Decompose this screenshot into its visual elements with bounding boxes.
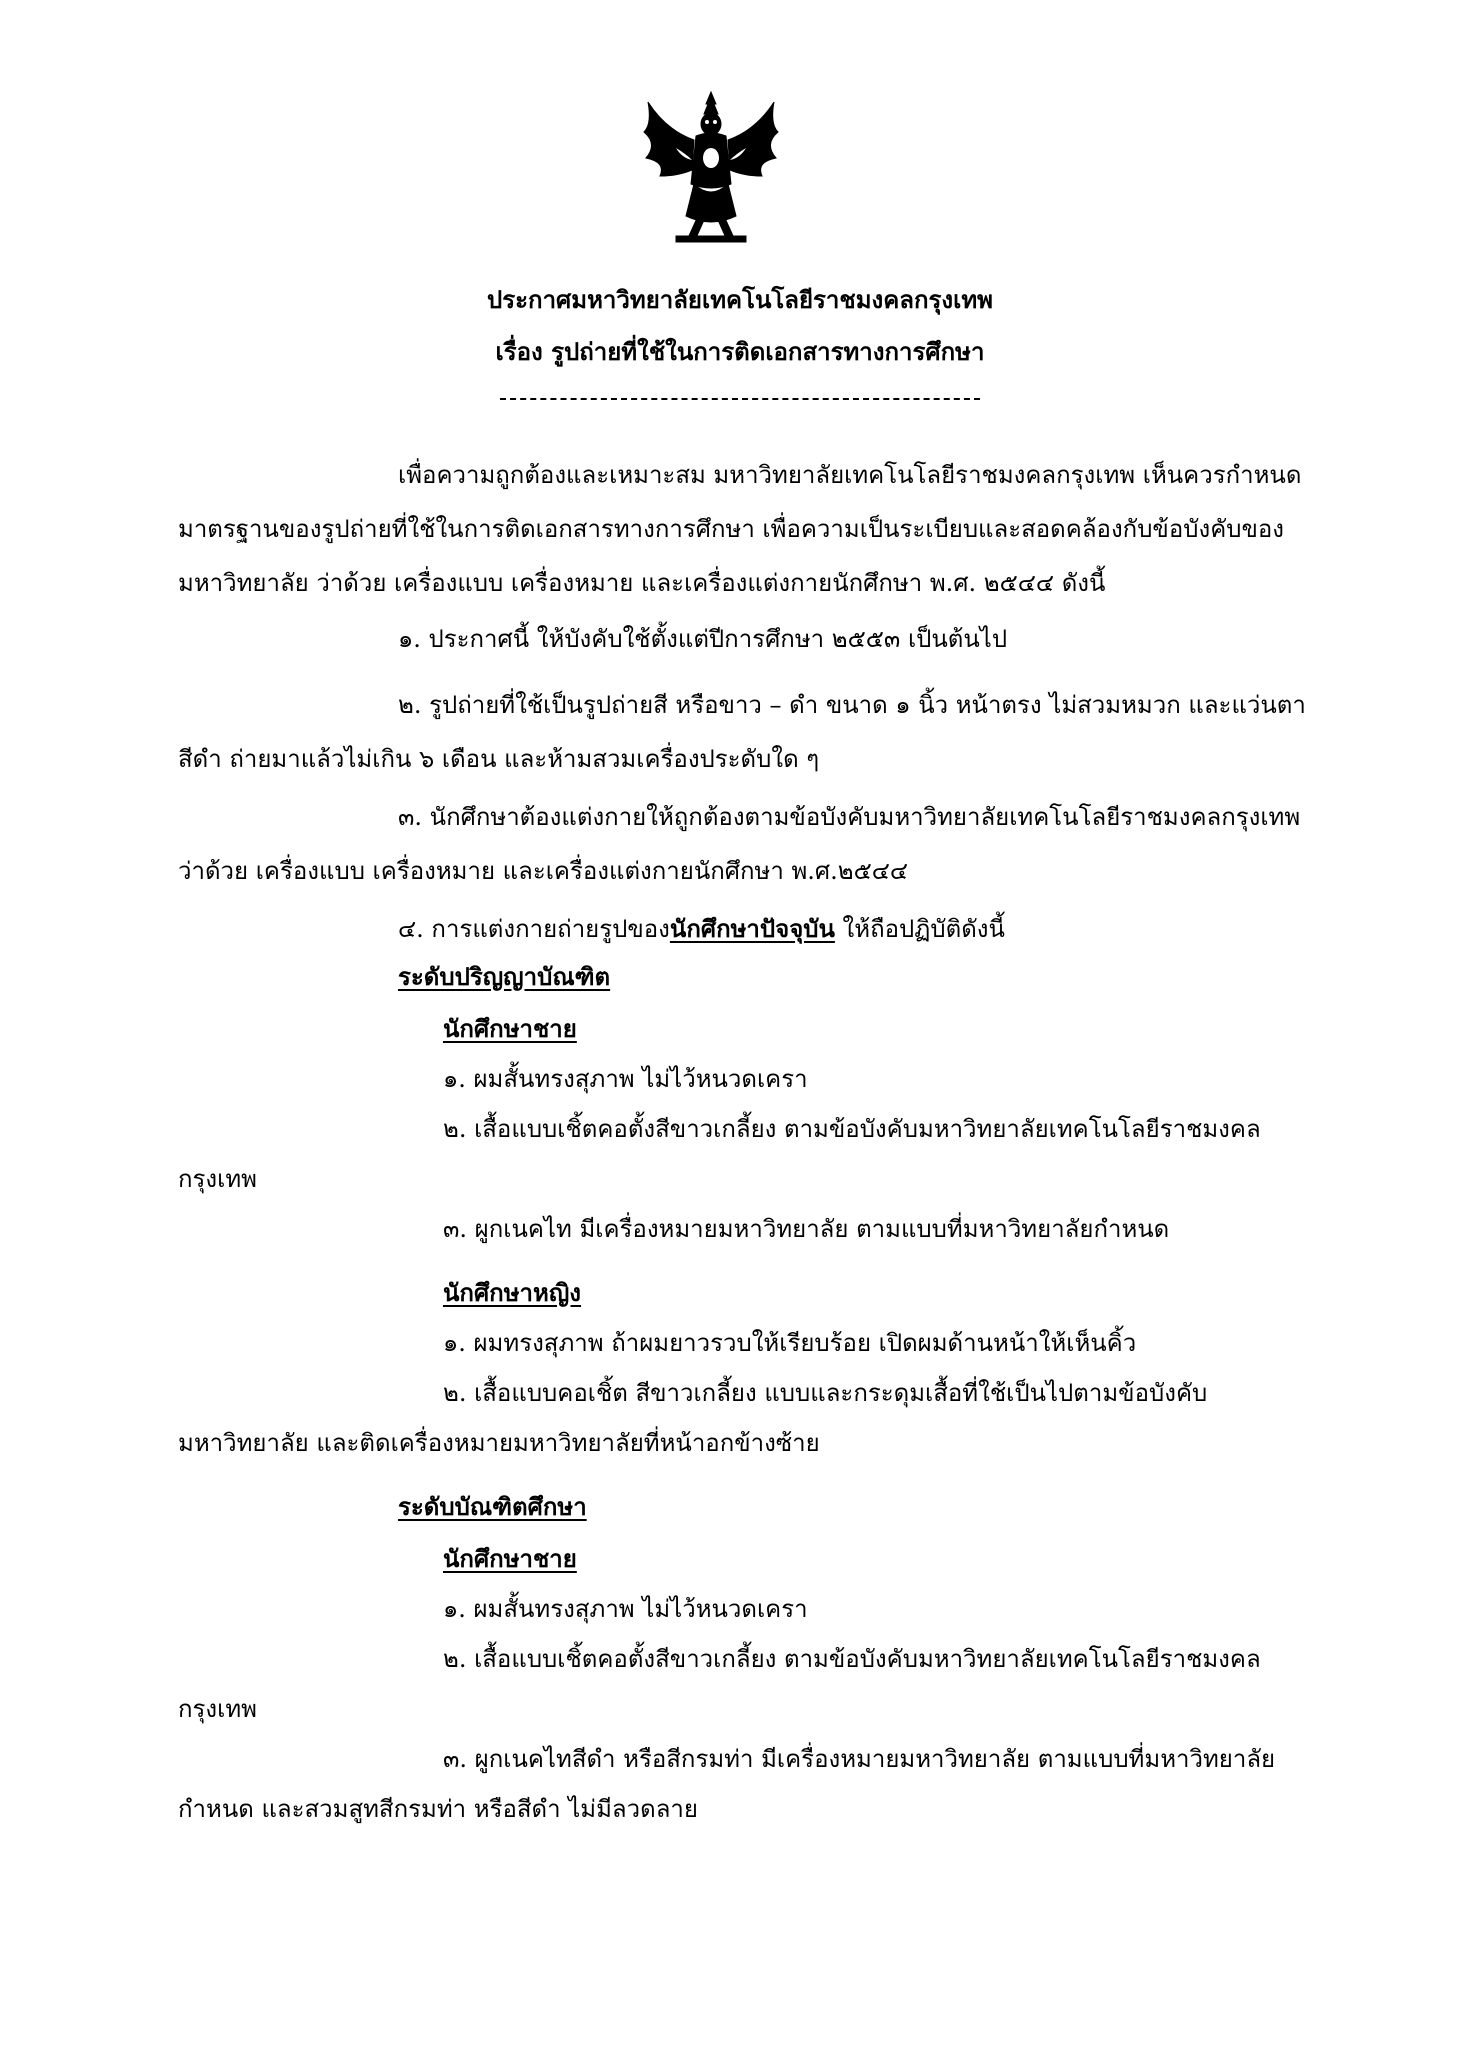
- announcement-title: ประกาศมหาวิทยาลัยเทคโนโลยีราชมงคลกรุงเทพ: [487, 285, 993, 314]
- bachelor-male-item-2-line-2: กรุงเทพ: [178, 1165, 257, 1193]
- garuda-emblem-icon: [636, 88, 786, 248]
- graduate-male-item-2-line-1: ๒. เสื้อแบบเชิ้ตคอตั้งสีขาวเกลี้ยง ตามข้อบังคับมหาวิทยาลัยเทคโนโลยีราชมงคล: [443, 1645, 1261, 1673]
- graduate-male-item-3-line-1: ๓. ผูกเนคไทสีดำ หรือสีกรมท่า มีเครื่องหมายมหาวิทยาลัย ตามแบบที่มหาวิทยาลัย: [443, 1745, 1276, 1773]
- graduate-heading: ระดับบัณฑิตศึกษา: [398, 1492, 587, 1521]
- graduate-male-item-2-line-2: กรุงเทพ: [178, 1695, 257, 1723]
- clause-1: ๑. ประกาศนี้ ให้บังคับใช้ตั้งแต่ปีการศึกษา ๒๕๕๓ เป็นต้นไป: [398, 625, 1008, 653]
- clause-3-line-1: ๓. นักศึกษาต้องแต่งกายให้ถูกต้องตามข้อบังคับมหาวิทยาลัยเทคโนโลยีราชมงคลกรุงเทพ: [398, 803, 1301, 831]
- bachelor-female-item-2-line-2: มหาวิทยาลัย และติดเครื่องหมายมหาวิทยาลัยที่หน้าอกข้างซ้าย: [178, 1429, 820, 1457]
- header-separator: [500, 398, 980, 400]
- bachelor-female-item-1: ๑. ผมทรงสุภาพ ถ้าผมยาวรวบให้เรียบร้อย เปิดผมด้านหน้าให้เห็นคิ้ว: [443, 1329, 1137, 1357]
- clause-4-prefix: ๔. การแต่งกายถ่ายรูปของ: [398, 915, 670, 943]
- graduate-male-item-1: ๑. ผมสั้นทรงสุภาพ ไม่ไว้หนวดเครา: [443, 1595, 808, 1623]
- bachelor-male-item-1: ๑. ผมสั้นทรงสุภาพ ไม่ไว้หนวดเครา: [443, 1065, 808, 1093]
- graduate-male-heading: นักศึกษาชาย: [443, 1544, 577, 1573]
- intro-line-1: เพื่อความถูกต้องและเหมาะสม มหาวิทยาลัยเทคโนโลยีราชมงคลกรุงเทพ เห็นควรกำหนด: [398, 461, 1302, 489]
- bachelor-male-item-2-line-1: ๒. เสื้อแบบเชิ้ตคอตั้งสีขาวเกลี้ยง ตามข้อบังคับมหาวิทยาลัยเทคโนโลยีราชมงคล: [443, 1115, 1261, 1143]
- intro-line-3: มหาวิทยาลัย ว่าด้วย เครื่องแบบ เครื่องหมาย และเครื่องแต่งกายนักศึกษา พ.ศ. ๒๕๔๔ ดังนี้: [178, 569, 1106, 597]
- announcement-subject: เรื่อง รูปถ่ายที่ใช้ในการติดเอกสารทางการศึกษา: [495, 337, 985, 366]
- bachelor-heading: ระดับปริญญาบัณฑิต: [398, 962, 611, 991]
- clause-4-suffix: ให้ถือปฏิบัติดังนี้: [834, 915, 1005, 943]
- intro-line-2: มาตรฐานของรูปถ่ายที่ใช้ในการติดเอกสารทางการศึกษา เพื่อความเป็นระเบียบและสอดคล้องกับข้อบังคับของ: [178, 515, 1285, 543]
- clause-4: [398, 914, 1005, 944]
- clause-2-line-1: ๒. รูปถ่ายที่ใช้เป็นรูปถ่ายสี หรือขาว – ดำ ขนาด ๑ นิ้ว หน้าตรง ไม่สวมหมวก และแว่นตา: [398, 691, 1306, 719]
- graduate-male-item-3-line-2: กำหนด และสวมสูทสีกรมท่า หรือสีดำ ไม่มีลวดลาย: [178, 1795, 698, 1823]
- bachelor-female-item-2-line-1: ๒. เสื้อแบบคอเชิ้ต สีขาวเกลี้ยง แบบและกระดุมเสื้อที่ใช้เป็นไปตามข้อบังคับ: [443, 1379, 1208, 1407]
- bachelor-male-heading: นักศึกษาชาย: [443, 1014, 577, 1043]
- clause-2-line-2: สีดำ ถ่ายมาแล้วไม่เกิน ๖ เดือน และห้ามสวมเครื่องประดับใด ๆ: [178, 745, 820, 773]
- clause-4-emphasis: นักศึกษาปัจจุบัน: [669, 914, 835, 943]
- bachelor-male-item-3: ๓. ผูกเนคไท มีเครื่องหมายมหาวิทยาลัย ตามแบบที่มหาวิทยาลัยกำหนด: [443, 1215, 1170, 1243]
- bachelor-female-heading: นักศึกษาหญิง: [443, 1278, 581, 1307]
- clause-3-line-2: ว่าด้วย เครื่องแบบ เครื่องหมาย และเครื่องแต่งกายนักศึกษา พ.ศ.๒๕๔๔: [178, 857, 909, 885]
